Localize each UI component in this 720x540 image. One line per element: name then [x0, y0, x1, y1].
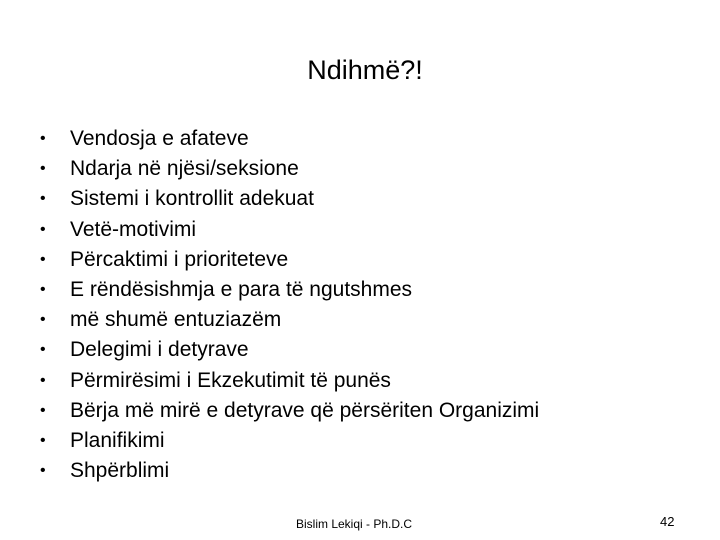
bullet-icon: • — [40, 220, 46, 238]
list-item-text: E rëndësishmja e para të ngutshmes — [70, 278, 413, 302]
list-item-text: Planifikimi — [70, 428, 165, 452]
list-item — [40, 396, 539, 426]
list-item — [40, 366, 539, 396]
list-item-text: Vendosja e afateve — [70, 127, 249, 151]
list-item — [40, 335, 539, 365]
slide-title: Ndihmë?! — [307, 55, 423, 85]
bullet-icon: • — [40, 371, 46, 389]
bullet-icon: • — [40, 160, 46, 178]
list-item-text: Vetë-motivimi — [70, 217, 197, 241]
list-item — [40, 456, 539, 486]
bullet-list — [40, 124, 539, 486]
list-item-text: Përcaktimi i prioriteteve — [70, 247, 289, 271]
slide-number: 42 — [660, 514, 675, 529]
bullet-icon: • — [40, 281, 46, 299]
list-item — [40, 184, 539, 214]
list-item-text: Sistemi i kontrollit adekuat — [70, 187, 314, 211]
bullet-icon: • — [40, 311, 46, 329]
list-item-text: Përmirësimi i Ekzekutimit të punës — [70, 368, 391, 392]
bullet-icon: • — [40, 190, 46, 208]
bullet-icon: • — [40, 401, 46, 419]
bullet-icon: • — [40, 250, 46, 268]
list-item — [40, 215, 539, 245]
bullet-icon: • — [40, 431, 46, 449]
list-item-text: Bërja më mirë e detyrave që përsëriten Organizimi — [70, 398, 540, 422]
list-item — [40, 245, 539, 275]
list-item-text: më shumë entuziazëm — [70, 308, 282, 332]
list-item — [40, 305, 539, 335]
list-item-text: Ndarja në njësi/seksione — [70, 157, 299, 181]
list-item — [40, 124, 539, 154]
bullet-icon: • — [40, 341, 46, 359]
footer-author: Bislim Lekiqi - Ph.D.C — [296, 517, 413, 531]
bullet-icon: • — [40, 130, 46, 148]
bullet-icon: • — [40, 462, 46, 480]
list-item-text: Delegimi i detyrave — [70, 338, 249, 362]
list-item — [40, 426, 539, 456]
list-item-text: Shpërblimi — [70, 459, 170, 483]
list-item — [40, 275, 539, 305]
list-item — [40, 154, 539, 184]
